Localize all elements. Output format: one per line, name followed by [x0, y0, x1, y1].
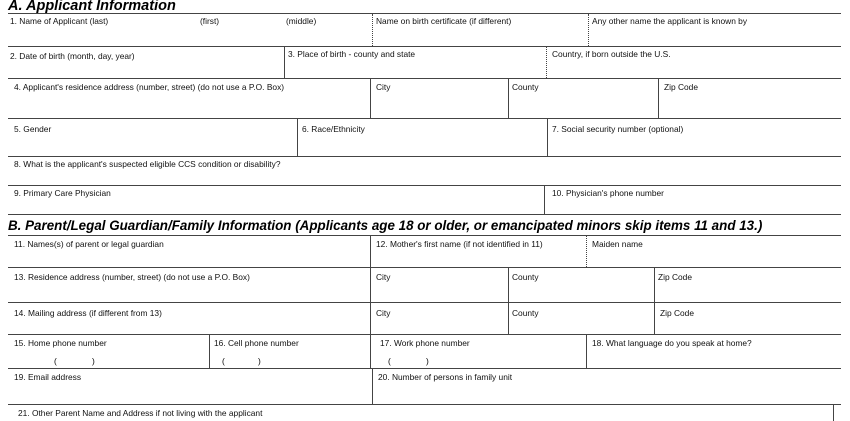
physician-phone-label: 10. Physician's phone number	[552, 188, 664, 198]
divider	[588, 14, 589, 46]
home-language-label: 18. What language do you speak at home?	[592, 338, 752, 348]
guardian-county-label: County	[512, 272, 539, 282]
home-phone-label: 15. Home phone number	[14, 338, 107, 348]
row-rule	[8, 156, 841, 157]
gender-label: 5. Gender	[14, 124, 52, 134]
mailing-address-label: 14. Mailing address (if different from 13)	[14, 308, 162, 318]
mailing-city-label: City	[376, 308, 391, 318]
divider	[508, 267, 509, 302]
divider	[508, 78, 509, 118]
physician-phone-field[interactable]	[546, 199, 840, 213]
divider	[372, 368, 373, 404]
row-rule	[8, 334, 841, 335]
date-of-birth-label: 2. Date of birth (month, day, year)	[10, 51, 135, 61]
mailing-zip-label: Zip Code	[660, 308, 694, 318]
guardian-zip-label: Zip Code	[658, 272, 692, 282]
date-of-birth-field[interactable]	[9, 62, 282, 78]
home-phone-area-open: (	[54, 356, 57, 366]
primary-care-physician-field[interactable]	[9, 199, 542, 213]
work-phone-label: 17. Work phone number	[380, 338, 470, 348]
row-rule	[8, 368, 841, 369]
row-rule	[8, 78, 841, 79]
row-rule	[8, 46, 841, 47]
divider	[284, 46, 285, 78]
row-rule	[8, 404, 841, 405]
birth-certificate-name-field[interactable]	[374, 27, 586, 45]
divider	[297, 118, 298, 156]
maiden-name-field[interactable]	[588, 250, 840, 266]
work-phone-area-close: )	[426, 356, 429, 366]
row-rule	[8, 118, 841, 119]
cell-phone-area-close: )	[258, 356, 261, 366]
race-ethnicity-field[interactable]	[299, 135, 545, 155]
divider	[508, 302, 509, 334]
divider	[370, 78, 371, 118]
guardian-residence-label: 13. Residence address (number, street) (do not use a P.O. Box)	[14, 272, 250, 282]
family-size-field[interactable]	[374, 383, 840, 403]
country-of-birth-label: Country, if born outside the U.S.	[552, 49, 671, 59]
row-rule	[8, 267, 841, 268]
ccs-condition-field[interactable]	[9, 170, 840, 184]
divider	[658, 78, 659, 118]
guardian-names-label: 11. Names(s) of parent or legal guardian	[14, 239, 164, 249]
divider	[209, 334, 210, 368]
work-phone-field[interactable]	[372, 349, 584, 367]
applicant-county-field[interactable]	[510, 93, 656, 117]
applicant-residence-field[interactable]	[9, 93, 368, 117]
home-language-field[interactable]	[588, 349, 840, 367]
guardian-residence-field[interactable]	[9, 283, 368, 301]
divider	[586, 334, 587, 368]
guardian-zip-field[interactable]	[656, 283, 840, 301]
applicant-zip-label: Zip Code	[664, 82, 698, 92]
other-parent-label: 21. Other Parent Name and Address if not living with the applicant	[18, 408, 263, 418]
mailing-county-label: County	[512, 308, 539, 318]
mailing-city-field[interactable]	[372, 319, 506, 333]
mother-first-name-field[interactable]	[372, 250, 584, 266]
divider	[370, 235, 371, 267]
guardian-names-field[interactable]	[9, 250, 368, 266]
cell-phone-label: 16. Cell phone number	[214, 338, 299, 348]
family-size-label: 20. Number of persons in family unit	[378, 372, 513, 382]
section-a-title: A. Applicant Information	[8, 0, 176, 14]
guardian-county-field[interactable]	[510, 283, 652, 301]
divider	[372, 14, 373, 46]
applicant-city-label: City	[376, 82, 391, 92]
divider	[586, 235, 587, 267]
divider	[370, 334, 371, 368]
place-of-birth-label: 3. Place of birth - county and state	[288, 49, 416, 59]
divider	[547, 118, 548, 156]
gender-field[interactable]	[9, 135, 295, 155]
race-ethnicity-label: 6. Race/Ethnicity	[302, 124, 365, 134]
work-phone-area-open: (	[388, 356, 391, 366]
home-phone-area-close: )	[92, 356, 95, 366]
country-of-birth-field[interactable]	[548, 60, 840, 78]
mother-first-name-label: 12. Mother's first name (if not identified in 11)	[376, 239, 543, 249]
applicant-first-name-label: (first)	[200, 16, 220, 26]
section-b-title: B. Parent/Legal Guardian/Family Information (Applicants age 18 or older, or emancipated minors skip items 11 and 13.)	[8, 218, 763, 233]
applicant-middle-name-label: (middle)	[286, 16, 317, 26]
ssn-field[interactable]	[549, 135, 840, 155]
primary-care-physician-label: 9. Primary Care Physician	[14, 188, 111, 198]
other-name-field[interactable]	[590, 27, 840, 45]
cell-phone-area-open: (	[222, 356, 225, 366]
applicant-county-label: County	[512, 82, 539, 92]
mailing-county-field[interactable]	[510, 319, 652, 333]
divider	[370, 267, 371, 302]
ssn-label: 7. Social security number (optional)	[552, 124, 684, 134]
applicant-zip-field[interactable]	[660, 93, 840, 117]
ccs-condition-label: 8. What is the applicant's suspected eligible CCS condition or disability?	[14, 159, 281, 169]
divider	[546, 46, 547, 78]
applicant-city-field[interactable]	[372, 93, 506, 117]
other-name-label: Any other name the applicant is known by	[592, 16, 748, 26]
divider	[370, 302, 371, 334]
applicant-last-name-label: 1. Name of Applicant (last)	[10, 16, 109, 26]
divider	[833, 404, 834, 421]
birth-certificate-name-label: Name on birth certificate (if different)	[376, 16, 512, 26]
section-a-top-rule	[8, 13, 841, 14]
section-a-bottom-rule	[8, 214, 841, 215]
maiden-name-label: Maiden name	[592, 239, 643, 249]
email-field[interactable]	[9, 383, 368, 403]
applicant-residence-label: 4. Applicant's residence address (number, street) (do not use a P.O. Box)	[14, 82, 285, 92]
section-b-top-rule	[8, 235, 841, 236]
email-label: 19. Email address	[14, 372, 82, 382]
guardian-city-field[interactable]	[372, 283, 506, 301]
mailing-address-field[interactable]	[9, 319, 368, 333]
divider	[544, 185, 545, 214]
applicant-name-field[interactable]	[9, 27, 371, 45]
divider	[654, 267, 655, 302]
mailing-zip-field[interactable]	[656, 319, 840, 333]
row-rule	[8, 302, 841, 303]
home-phone-field[interactable]	[9, 349, 207, 367]
row-rule	[8, 185, 841, 186]
place-of-birth-field[interactable]	[286, 60, 544, 78]
divider	[654, 302, 655, 334]
guardian-city-label: City	[376, 272, 391, 282]
cell-phone-field[interactable]	[211, 349, 368, 367]
